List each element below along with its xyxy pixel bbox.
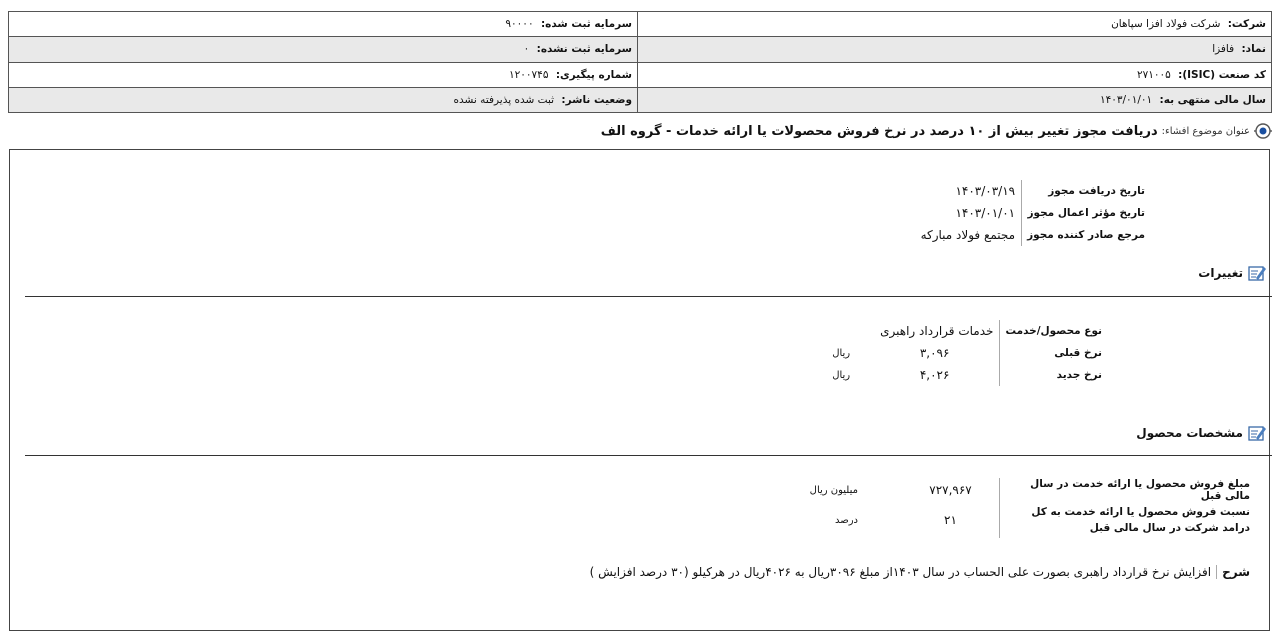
changes-value: خدمات قرارداد راهبری: [880, 324, 994, 338]
info-row: [9, 12, 1272, 37]
target-icon: [1254, 122, 1272, 140]
edit-note-icon: [1247, 424, 1267, 442]
changes-label: نرخ قبلی: [1000, 342, 1102, 364]
specs-section-title: [1136, 424, 1267, 442]
company-info-table: [8, 11, 1272, 113]
disclosure-subject: [601, 121, 1272, 141]
info-row: [9, 37, 1272, 62]
symbol-cell: [638, 37, 1272, 62]
company-cell: [638, 12, 1272, 37]
changes-row: [832, 364, 1102, 386]
edit-note-icon: [1247, 264, 1267, 282]
changes-section-title: [1198, 264, 1267, 282]
publisher-status-label: وضعیت ناشر:: [561, 93, 632, 106]
unregistered-capital-cell: [9, 37, 638, 62]
license-label: تاریخ مؤثر اعمال مجوز: [1022, 202, 1145, 224]
isic-label: کد صنعت (ISIC):: [1178, 68, 1266, 81]
subject-label: عنوان موضوع افشاء:: [1161, 125, 1250, 137]
license-row: [921, 202, 1145, 224]
changes-title: تغییرات: [1198, 266, 1243, 280]
changes-row: [832, 320, 1102, 342]
info-row: [9, 87, 1272, 112]
license-value: مجتمع فولاد مبارکه: [920, 228, 1016, 242]
changes-value: ۴,۰۲۶: [919, 368, 950, 382]
license-label: تاریخ دریافت مجوز: [1022, 180, 1145, 202]
registered-capital-label: سرمایه ثبت شده:: [540, 18, 632, 31]
tracking-number-cell: [9, 62, 638, 87]
changes-label: نرخ جدید: [1000, 364, 1102, 386]
changes-table: [832, 320, 1102, 386]
changes-unit: ریال: [832, 369, 851, 381]
specs-label: مبلغ فروش محصول یا ارائه خدمت در سال مالی قبل: [1000, 478, 1251, 502]
specs-value: ۷۲۷,۹۶۷: [929, 483, 972, 497]
specs-row: [810, 478, 1250, 502]
unregistered-capital-value: ۰: [523, 43, 530, 56]
changes-unit: [832, 320, 880, 342]
specs-label: نسبت فروش محصول یا ارائه خدمت به کل درامد شرکت در سال مالی قبل: [1000, 502, 1251, 538]
subject-title: دریافت مجوز تغییر بیش از ۱۰ درصد در نرخ فروش محصولات یا ارائه خدمات - گروه الف: [600, 123, 1158, 139]
changes-label: نوع محصول/خدمت: [1000, 320, 1102, 342]
license-value: ۱۴۰۳/۰۱/۰۱: [955, 206, 1016, 220]
info-row: [9, 62, 1272, 87]
tracking-number-label: شماره پیگیری:: [555, 68, 632, 81]
changes-value: ۳,۰۹۶: [919, 346, 950, 360]
symbol-value: فافزا: [1212, 43, 1235, 56]
section-divider: [25, 296, 1272, 297]
section-divider: [25, 455, 1272, 456]
description-label: شرح: [1216, 565, 1250, 579]
description-row: [590, 565, 1250, 579]
description-value: افزایش نرخ قرارداد راهبری بصورت علی الحساب در سال ۱۴۰۳از مبلغ ۳۰۹۶ریال به ۴۰۲۶ریال در هرکیلو (۳۰ درصد افزایش ): [589, 565, 1212, 579]
specs-row: [810, 502, 1250, 538]
license-row: [921, 180, 1145, 202]
specs-unit: درصد: [834, 514, 858, 526]
specs-value: ۲۱: [944, 513, 957, 527]
registered-capital-value: ۹۰۰۰۰: [505, 18, 534, 31]
fiscal-year-cell: [638, 87, 1272, 112]
changes-unit: ریال: [832, 347, 851, 359]
publisher-status-value: ثبت شده پذیرفته نشده: [453, 93, 555, 106]
tracking-number-value: ۱۲۰۰۷۴۵: [508, 68, 549, 81]
license-value: ۱۴۰۳/۰۳/۱۹: [955, 184, 1016, 198]
registered-capital-cell: [9, 12, 638, 37]
fiscal-year-label: سال مالی منتهی به:: [1159, 93, 1266, 106]
isic-value: ۲۷۱۰۰۵: [1136, 68, 1171, 81]
unregistered-capital-label: سرمایه ثبت نشده:: [536, 43, 632, 56]
symbol-label: نماد:: [1241, 43, 1266, 56]
publisher-status-cell: [9, 87, 638, 112]
license-row: [921, 224, 1145, 246]
fiscal-year-value: ۱۴۰۳/۰۱/۰۱: [1099, 93, 1153, 106]
isic-cell: [638, 62, 1272, 87]
company-label: شرکت:: [1227, 18, 1266, 31]
company-value: شرکت فولاد افزا سپاهان: [1111, 18, 1221, 31]
specs-unit: میلیون ریال: [809, 484, 858, 496]
changes-row: [832, 342, 1102, 364]
license-table: [921, 180, 1145, 246]
license-label: مرجع صادر کننده مجوز: [1022, 224, 1145, 246]
specs-table: [809, 478, 1250, 538]
specs-title: مشخصات محصول: [1136, 426, 1243, 440]
